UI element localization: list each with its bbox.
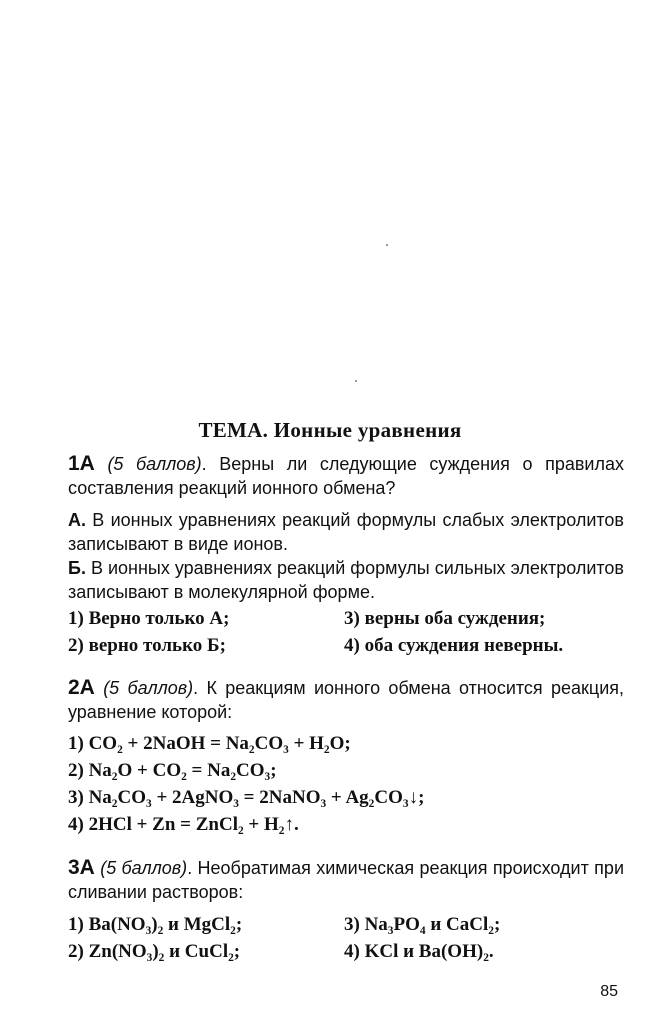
question-2-equations [68,730,624,838]
option-1: 1) Верно только А; [68,608,230,629]
question-1-options [68,605,624,659]
statement-b [68,556,624,604]
option-3: 3) Na₃PO₄ и CaCl₂; [344,914,501,935]
scan-speck [386,244,388,246]
question-2-text: . К реакциям ионного обмена относится реакция, уравнение которой: [68,678,624,722]
question-1-text: . Верны ли следующие суждения о правилах составления реакций ионного обмена? [68,454,624,498]
option-3: 3) верны оба суждения; [344,608,546,629]
equation-2: 2) Na₂O + CO₂ = Na₂CO₃; [68,760,277,781]
equation-1: 1) CO₂ + 2NaOH = Na₂CO₃ + H₂O; [68,733,351,754]
page-number: 85 [600,983,618,1000]
option-4: 4) оба суждения неверны. [344,635,564,656]
topic-title: ТЕМА. Ионные уравнения [198,418,462,442]
question-3-options [68,911,624,965]
question-3-points: (5 баллов) [100,858,188,878]
equation-4: 4) 2HCl + Zn = ZnCl₂ + H₂↑. [68,814,299,835]
statement-b-label: Б. [68,558,86,578]
option-4: 4) KCl и Ba(OH)₂. [344,941,494,962]
statement-a [68,508,624,556]
question-3-prompt [68,856,624,904]
statement-b-text: В ионных уравнениях реакций формулы сильных электролитов записывают в молекулярной форме. [68,558,624,602]
option-2: 2) Zn(NO₃)₂ и CuCl₂; [68,941,241,962]
question-1-points: (5 баллов) [107,454,202,474]
question-3-text: . Необратимая химическая реакция происходит при сливании растворов: [68,858,624,902]
question-1-number: 1А [68,452,95,475]
question-1-prompt [68,452,624,500]
scan-speck [355,380,357,382]
option-1: 1) Ba(NO₃)₂ и MgCl₂; [68,914,243,935]
statement-a-text: В ионных уравнениях реакций формулы слабых электролитов записывают в виде ионов. [68,510,624,554]
question-2-number: 2А [68,676,95,699]
statement-a-label: А. [68,510,86,530]
equation-3: 3) Na₂CO₃ + 2AgNO₃ = 2NaNO₃ + Ag₂CO₃↓; [68,787,425,808]
question-2-prompt [68,676,624,724]
question-2-points: (5 баллов) [103,678,194,698]
option-2: 2) верно только Б; [68,635,226,656]
question-3-number: 3А [68,856,95,879]
